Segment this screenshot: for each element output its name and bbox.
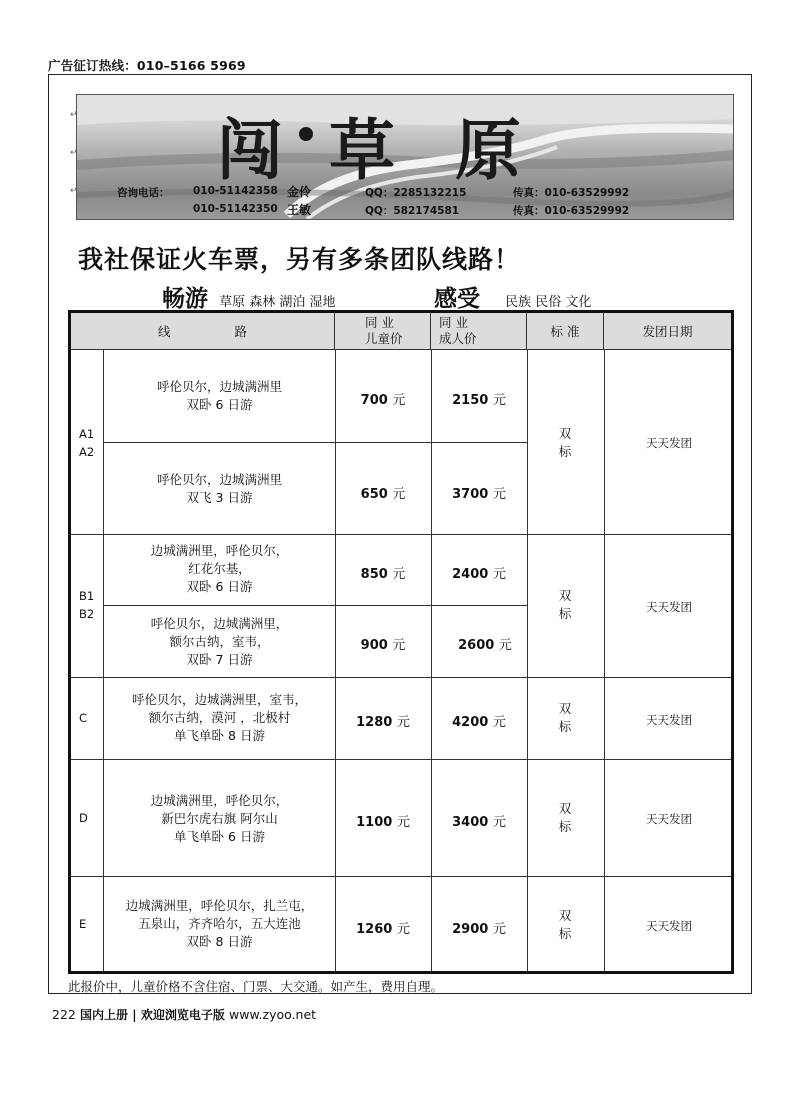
child-price: 850 元	[360, 567, 406, 582]
subtitle-left-big: 畅游	[162, 285, 208, 312]
departure-cell: 天天发团	[646, 713, 692, 727]
header-departure	[604, 313, 731, 350]
header-child-price	[335, 313, 431, 350]
price-table	[68, 310, 734, 974]
child-price: 1280 元	[356, 715, 410, 730]
route-code: D	[79, 811, 88, 825]
grid-line	[431, 350, 432, 971]
route-code: E	[79, 917, 87, 931]
standard-cell: 双 标	[558, 426, 572, 459]
page-footer	[52, 1006, 316, 1023]
route-description: 呼伦贝尔，边城满洲里 双飞 3 日游	[156, 472, 282, 505]
footer-separator: |	[132, 1008, 137, 1022]
grid-line	[71, 759, 731, 760]
child-price: 900 元	[360, 638, 406, 653]
title-char: 闯	[217, 111, 283, 189]
standard-cell: 双 标	[558, 801, 572, 834]
price-footnote: 此报价中，儿童价格不含住宿、门票、大交通。如产生，费用自理。	[68, 979, 444, 994]
child-price: 650 元	[360, 487, 406, 502]
route-code: A1 A2	[79, 427, 95, 459]
subtitle-right-big: 感受	[434, 285, 480, 312]
ad-hotline: 广告征订热线：010–5166 5969	[48, 58, 246, 73]
grid-line	[71, 677, 731, 678]
header-departure-label: 发团日期	[642, 324, 693, 339]
child-price: 1100 元	[356, 815, 410, 830]
fax-1: 传真：010-63529992	[513, 187, 630, 199]
fax-2: 传真：010-63529992	[513, 205, 630, 217]
departure-cell: 天天发团	[646, 436, 692, 450]
title-banner	[76, 94, 734, 220]
title-char: 原	[455, 111, 521, 189]
phone-1: 010-51142358	[193, 185, 278, 197]
route-description: 呼伦贝尔，边城满洲里 双卧 6 日游	[156, 379, 282, 412]
title-dot	[299, 127, 313, 141]
child-price: 700 元	[360, 393, 406, 408]
route-description: 呼伦贝尔，边城满洲里， 额尔古纳，室韦， 双卧 7 日游	[150, 616, 289, 667]
standard-cell: 双 标	[558, 701, 572, 734]
adult-price: 3400 元	[452, 815, 506, 830]
qq-1: QQ：2285132215	[365, 187, 467, 199]
contact-label: 咨询电话：	[117, 187, 170, 199]
footer-slogan: 欢迎浏览电子版	[140, 1008, 225, 1022]
adult-price: 2400 元	[452, 567, 506, 582]
adult-price: 2600 元	[458, 638, 512, 653]
footer-section: 国内上册	[80, 1008, 129, 1022]
route-description: 呼伦贝尔，边城满洲里，室韦， 额尔古纳，漠河 ，北极村 单飞单卧 8 日游	[131, 692, 307, 743]
header-adult-line2: 成人价	[439, 331, 477, 346]
grid-line	[335, 350, 336, 971]
banner-title	[77, 97, 733, 189]
header-child-line2: 儿童价	[365, 331, 403, 346]
qq-2: QQ：582174581	[365, 205, 460, 217]
route-code: B1 B2	[79, 589, 95, 621]
subtitle-right-small: 民族 民俗 文化	[505, 295, 592, 310]
header-child-line1: 同 业	[365, 315, 394, 330]
route-description: 边城满洲里，呼伦贝尔，扎兰屯， 五泉山，齐齐哈尔，五大连池 双卧 8 日游	[125, 898, 314, 949]
headline: 我社保证火车票，另有多条团队线路！	[78, 245, 521, 274]
route-code: C	[79, 711, 88, 725]
header-adult-line1: 同 业	[439, 315, 468, 330]
subtitle-left-small: 草原 森林 湖泊 湿地	[219, 295, 336, 310]
paragraph-mark: ↵	[70, 148, 78, 158]
departure-cell: 天天发团	[646, 600, 692, 614]
contact-name-1: 金伶	[287, 185, 312, 199]
departure-cell: 天天发团	[646, 812, 692, 826]
adult-price: 2900 元	[452, 922, 506, 937]
route-description: 边城满洲里，呼伦贝尔， 红花尔基， 双卧 6 日游	[150, 543, 289, 594]
grid-line	[71, 876, 731, 877]
header-route	[71, 313, 335, 350]
subtitle-right	[434, 280, 591, 313]
departure-cell: 天天发团	[646, 919, 692, 933]
standard-cell: 双 标	[558, 588, 572, 621]
standard-cell: 双 标	[558, 908, 572, 941]
title-char: 草	[329, 111, 395, 189]
grid-line	[527, 350, 528, 971]
subtitle-left	[162, 280, 336, 313]
header-standard	[527, 313, 604, 350]
route-description: 边城满洲里，呼伦贝尔， 新巴尔虎右旗 阿尔山 单飞单卧 6 日游	[150, 793, 289, 844]
grid-line	[103, 442, 527, 443]
adult-price: 3700 元	[452, 487, 506, 502]
page-number: 222	[52, 1007, 76, 1022]
footer-url: www.zyoo.net	[229, 1007, 317, 1022]
child-price: 1260 元	[356, 922, 410, 937]
adult-price: 4200 元	[452, 715, 506, 730]
contact-name-2: 王敏	[287, 203, 312, 217]
phone-2: 010-51142350	[193, 203, 278, 215]
header-standard-label: 标 准	[550, 324, 580, 339]
header-adult-price	[431, 313, 527, 350]
paragraph-mark: ↵	[70, 110, 78, 120]
grid-line	[71, 534, 731, 535]
header-route-label: 线 路	[158, 324, 247, 339]
adult-price: 2150 元	[452, 393, 506, 408]
grid-line	[103, 605, 527, 606]
paragraph-mark: ↵	[70, 186, 78, 196]
